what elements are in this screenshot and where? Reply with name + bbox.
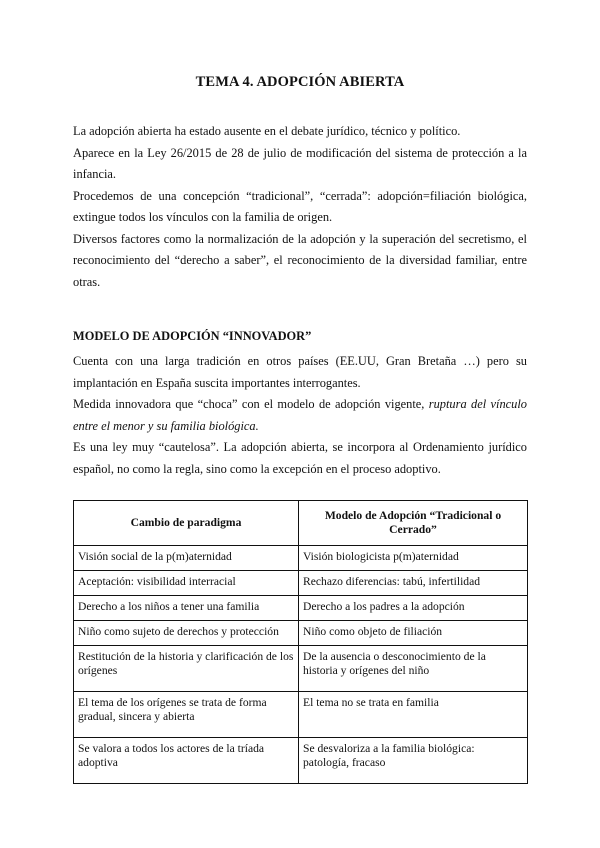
table-row [74, 546, 528, 571]
page-title: TEMA 4. ADOPCIÓN ABIERTA [195, 74, 405, 90]
table-cell: Restitución de la historia y clarificación de los orígenes [74, 646, 299, 692]
intro-paragraph: Aparece en la Ley 26/2015 de 28 de julio de modificación del sistema de protección a la infancia. [73, 145, 527, 181]
table-cell: Niño como objeto de filiación [299, 621, 528, 646]
table-cell: Visión biologicista p(m)aternidad [299, 546, 528, 571]
table-row [74, 738, 528, 784]
innovator-section [73, 351, 527, 480]
table-row [74, 646, 528, 692]
table-cell: Rechazo diferencias: tabú, infertilidad [299, 571, 528, 596]
section-heading: MODELO DE ADOPCIÓN “INNOVADOR” [73, 329, 312, 343]
table-cell: Visión social de la p(m)aternidad [74, 546, 299, 571]
table-header-row [74, 501, 528, 546]
table-cell: El tema de los orígenes se trata de forma gradual, sincera y abierta [74, 692, 299, 738]
table-header-cell: Modelo de Adopción “Tradicional o Cerrado” [299, 501, 528, 546]
table-cell: El tema no se trata en familia [299, 692, 528, 738]
table-row [74, 692, 528, 738]
section-paragraph-text: Medida innovadora que “choca” con el modelo de adopción vigente, [73, 397, 429, 411]
table-cell: Niño como sujeto de derechos y protección [74, 621, 299, 646]
table-cell: Derecho a los niños a tener una familia [74, 596, 299, 621]
paradigm-table [73, 500, 528, 784]
table-header-cell: Cambio de paradigma [74, 501, 299, 546]
table-cell: Aceptación: visibilidad interracial [74, 571, 299, 596]
intro-paragraph: Diversos factores como la normalización de la adopción y la superación del secretismo, el reconocimiento del “derecho a saber”, el reconocimiento de la diversidad familiar, entre otras. [73, 231, 527, 289]
intro-paragraph: Procedemos de una concepción “tradicional”, “cerrada”: adopción=filiación biológica, extingue todos los vínculos con la familia de origen. [73, 188, 527, 224]
intro-paragraph: La adopción abierta ha estado ausente en el debate jurídico, técnico y político. [73, 124, 461, 138]
table-row [74, 621, 528, 646]
table-cell: Derecho a los padres a la adopción [299, 596, 528, 621]
section-paragraph: Cuenta con una larga tradición en otros países (EE.UU, Gran Bretaña …) pero su implantación en España suscita importantes interrogantes. [73, 354, 527, 390]
table-row [74, 596, 528, 621]
section-paragraph-italic: ruptura del vínculo entre el menor y su familia biológica. [73, 397, 528, 433]
intro-section [73, 121, 527, 293]
section-paragraph [73, 394, 527, 437]
table-cell: Se desvaloriza a la familia biológica: patología, fracaso [299, 738, 528, 784]
table-row [74, 571, 528, 596]
table-cell: De la ausencia o desconocimiento de la historia y orígenes del niño [299, 646, 528, 692]
section-paragraph: Es una ley muy “cautelosa”. La adopción abierta, se incorpora al Ordenamiento jurídico español, no como la regla, sino como la excepción en el proceso adoptivo. [73, 440, 527, 476]
table-cell: Se valora a todos los actores de la tríada adoptiva [74, 738, 299, 784]
